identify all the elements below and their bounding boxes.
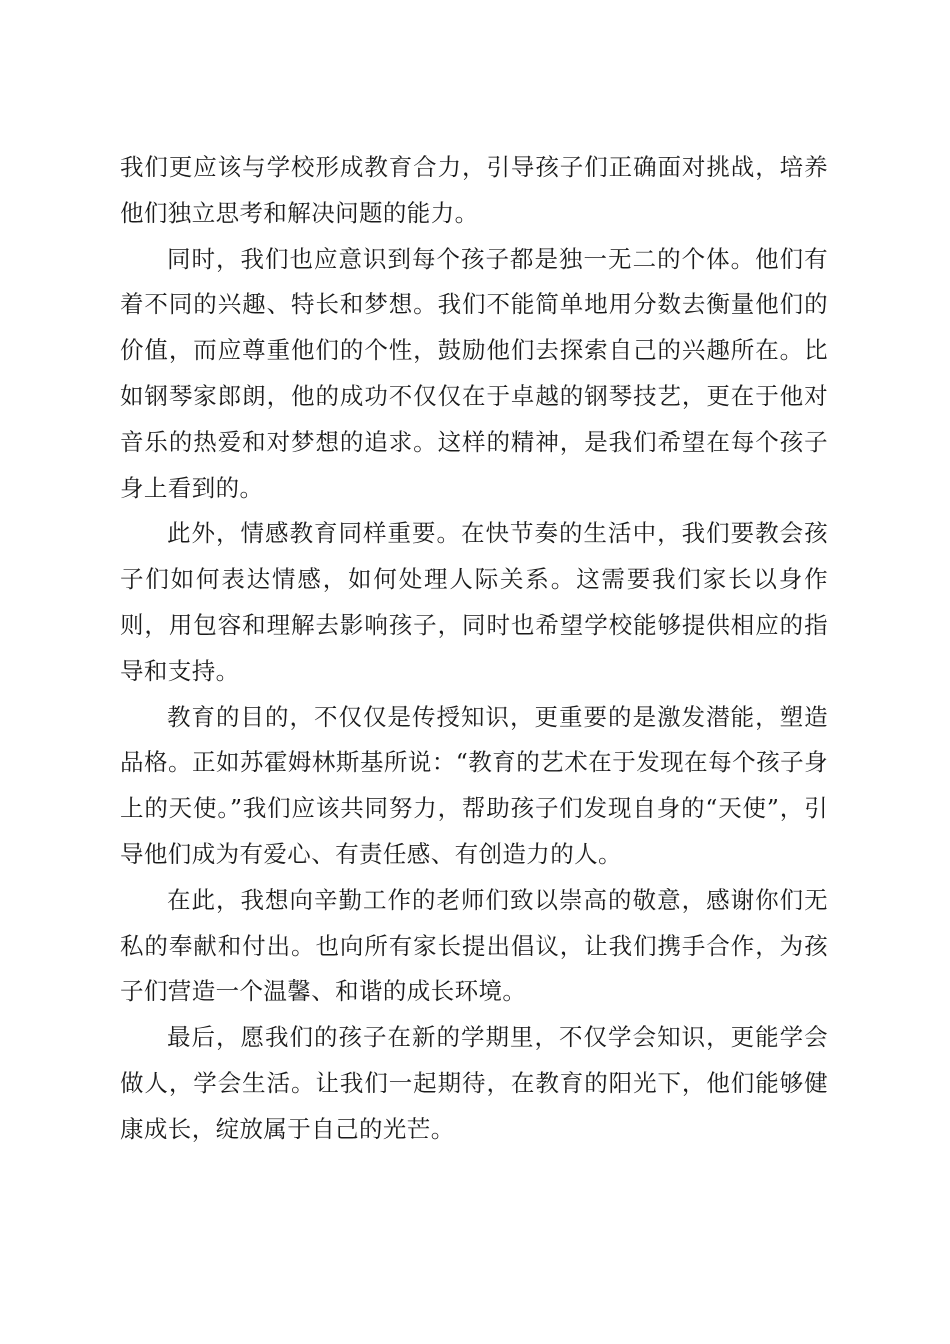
paragraph-individuality: 同时，我们也应意识到每个孩子都是独一无二的个体。他们有着不同的兴趣、特长和梦想。我们不能简单地用分数去衡量他们的价值，而应尊重他们的个性，鼓励他们去探索自己的兴趣所在。比如钢琴家郎朗，他的成功不仅仅在于卓越的钢琴技艺，更在于他对音乐的热爱和对梦想的追求。这样的精神，是我们希望在每个孩子身上看到的。 bbox=[120, 244, 828, 502]
paragraph-closing-wishes: 最后，愿我们的孩子在新的学期里，不仅学会知识，更能学会做人，学会生活。让我们一起期待，在教育的阳光下，他们能够健康成长，绽放属于自己的光芒。 bbox=[120, 1023, 828, 1143]
document-body bbox=[120, 145, 828, 1153]
paragraph-continuation: 我们更应该与学校形成教育合力，引导孩子们正确面对挑战，培养他们独立思考和解决问题的能力。 bbox=[120, 153, 828, 227]
paragraph-purpose-of-education: 教育的目的，不仅仅是传授知识，更重要的是激发潜能，塑造品格。正如苏霍姆林斯基所说：“教育的艺术在于发现在每个孩子身上的天使。”我们应该共同努力，帮助孩子们发现自身的“天使”，引导他们成为有爱心、有责任感、有创造力的人。 bbox=[120, 702, 828, 868]
paragraph-thanks-teachers: 在此，我想向辛勤工作的老师们致以崇高的敬意，感谢你们无私的奉献和付出。也向所有家长提出倡议，让我们携手合作，为孩子们营造一个温馨、和谐的成长环境。 bbox=[120, 885, 828, 1006]
paragraph-emotional-education: 此外，情感教育同样重要。在快节奏的生活中，我们要教会孩子们如何表达情感，如何处理人际关系。这需要我们家长以身作则，用包容和理解去影响孩子，同时也希望学校能够提供相应的指导和支持。 bbox=[120, 519, 828, 685]
